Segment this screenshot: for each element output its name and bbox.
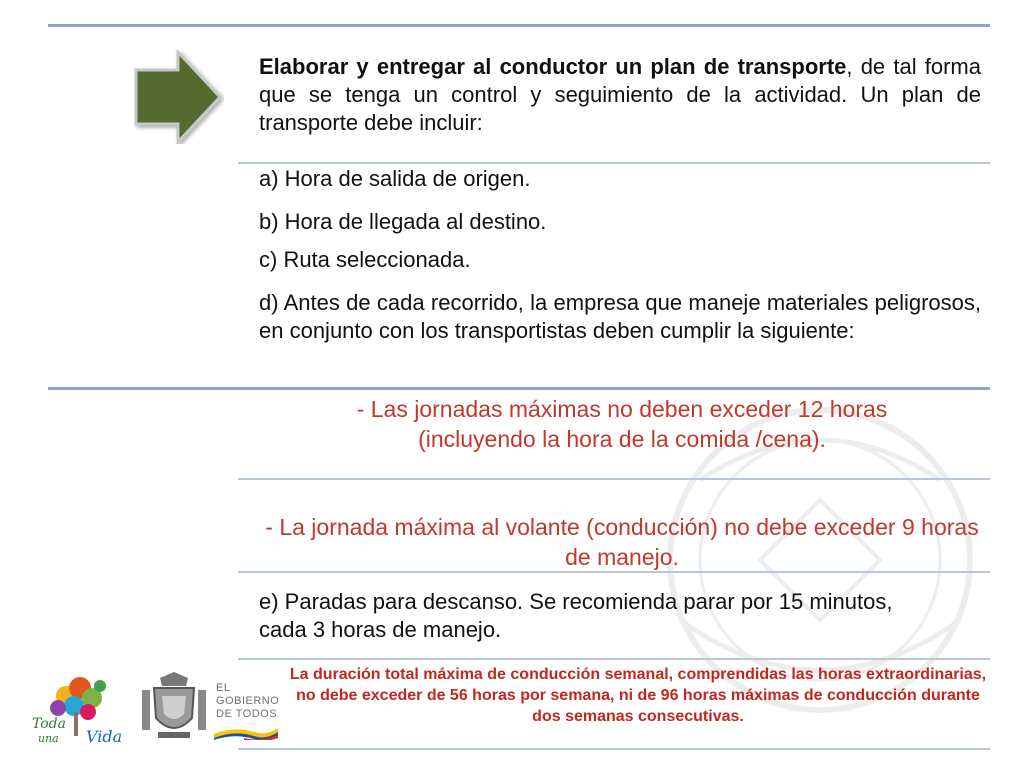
item-c: c) Ruta seleccionada. bbox=[259, 247, 471, 272]
top-rule bbox=[48, 24, 990, 27]
coat-of-arms-icon bbox=[140, 672, 208, 744]
intro-bold: Elaborar y entregar al conductor un plan de transporte bbox=[259, 54, 847, 79]
logo-una: una bbox=[38, 732, 59, 745]
intro-paragraph bbox=[259, 53, 981, 137]
rule-after-intro bbox=[238, 162, 990, 164]
footnote: La duración total máxima de conducción semanal, comprendidas las horas extraordinarias, no debe exceder de 56 horas por semana, ni de 96 horas máximas de conducción durante dos semanas consecutivas. bbox=[289, 666, 987, 725]
logo-toda: Toda bbox=[32, 716, 66, 732]
gov-line-2: GOBIERNO bbox=[216, 695, 280, 707]
arrow-right-icon bbox=[134, 50, 224, 144]
item-d: d) Antes de cada recorrido, la empresa que maneje materiales peligrosos, en conjunto con los transportistas deben cumplir la siguiente: bbox=[259, 290, 981, 343]
logo-vida: Vida bbox=[86, 727, 123, 746]
gobierno-logo-text bbox=[216, 682, 282, 721]
rule-after-rule1 bbox=[238, 478, 990, 480]
rule-max-shift: - Las jornadas máximas no deben exceder 12 horas (incluyendo la hora de la comida /cena). bbox=[356, 396, 888, 452]
bottom-rule bbox=[238, 748, 990, 750]
flag-stripe-icon bbox=[214, 724, 278, 740]
rule-max-driving: - La jornada máxima al volante (conducción) no debe exceder 9 horas de manejo. bbox=[265, 514, 979, 570]
rule-after-item-e bbox=[238, 658, 990, 660]
item-e: e) Paradas para descanso. Se recomienda parar por 15 minutos, cada 3 horas de manejo. bbox=[259, 589, 893, 642]
toda-una-vida-logo bbox=[28, 668, 128, 748]
rule-after-items bbox=[48, 387, 990, 390]
gov-line-3: DE TODOS bbox=[216, 708, 278, 720]
intro-rest: , de tal forma que se tenga un control y seguimiento de la actividad. Un plan de transporte debe incluir: bbox=[259, 54, 981, 135]
gov-line-1: EL bbox=[216, 682, 231, 694]
item-b: b) Hora de llegada al destino. bbox=[259, 209, 547, 234]
item-a: a) Hora de salida de origen. bbox=[259, 166, 531, 191]
